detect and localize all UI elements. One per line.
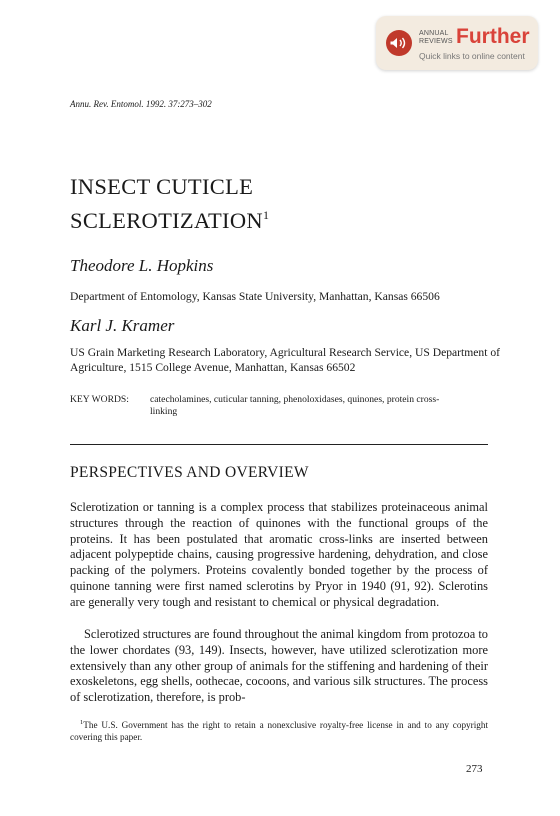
section-heading: PERSPECTIVES AND OVERVIEW [70, 464, 309, 481]
further-logo-icon [386, 30, 412, 56]
journal-citation: Annu. Rev. Entomol. 1992. 37:273–302 [70, 99, 212, 109]
title-line-1: INSECT CUTICLE [70, 174, 254, 199]
footnote-text: The U.S. Government has the right to retain a nonexclusive royalty-free license in and to any copyright covering this paper. [70, 720, 488, 743]
footnote-marker: 1 [80, 719, 84, 726]
article-title [70, 172, 269, 235]
section-divider [70, 444, 488, 445]
keywords-label: KEY WORDS: [70, 394, 129, 405]
page-number: 273 [466, 763, 483, 775]
annual-reviews-label: ANNUAL REVIEWS [419, 30, 453, 45]
further-links-badge[interactable] [376, 16, 538, 70]
author-affiliation: US Grain Marketing Research Laboratory, Agricultural Research Service, US Department of Agriculture, 1515 College Avenue, Manhattan, Kansas 66502 [70, 346, 501, 374]
further-subtitle: Quick links to online content [419, 51, 525, 61]
author-name: Theodore L. Hopkins [70, 256, 214, 275]
body-paragraph: Sclerotized structures are found throughout the animal kingdom from protozoa to the lower chordates (93, 149). Insects, however, have utilized sclerotization more extensively than any other group of animals for the stiffening and hardening of their exoskeletons, egg shells, oothecae, cocoons, and various silk structures. The process of sclerotization, therefore, is prob- [70, 627, 488, 705]
title-footnote-marker[interactable]: 1 [262, 208, 270, 222]
author-affiliation: Department of Entomology, Kansas State University, Manhattan, Kansas 66506 [70, 290, 440, 303]
footnote [70, 717, 488, 743]
body-paragraph: Sclerotization or tanning is a complex process that stabilizes proteinaceous animal structures through the reaction of quinones with the functional groups of the proteins. It has been postulated that aromatic cross-links are inserted between adjacent polypeptide chains, causing progressive hardening, dehydration, and close packing of the polymers. Proteins covalently bonded together by the process of quinone tanning were first named sclerotins by Pryor in 1940 (91, 92). Sclerotins are generally very tough and resistant to chemical or physical degradation. [70, 500, 488, 609]
further-word: Further [456, 25, 530, 48]
title-line-2: SCLEROTIZATION [70, 208, 263, 233]
author-name: Karl J. Kramer [70, 316, 175, 335]
keywords-text: catecholamines, cuticular tanning, phenoloxidases, quinones, protein cross-linking [150, 394, 440, 417]
